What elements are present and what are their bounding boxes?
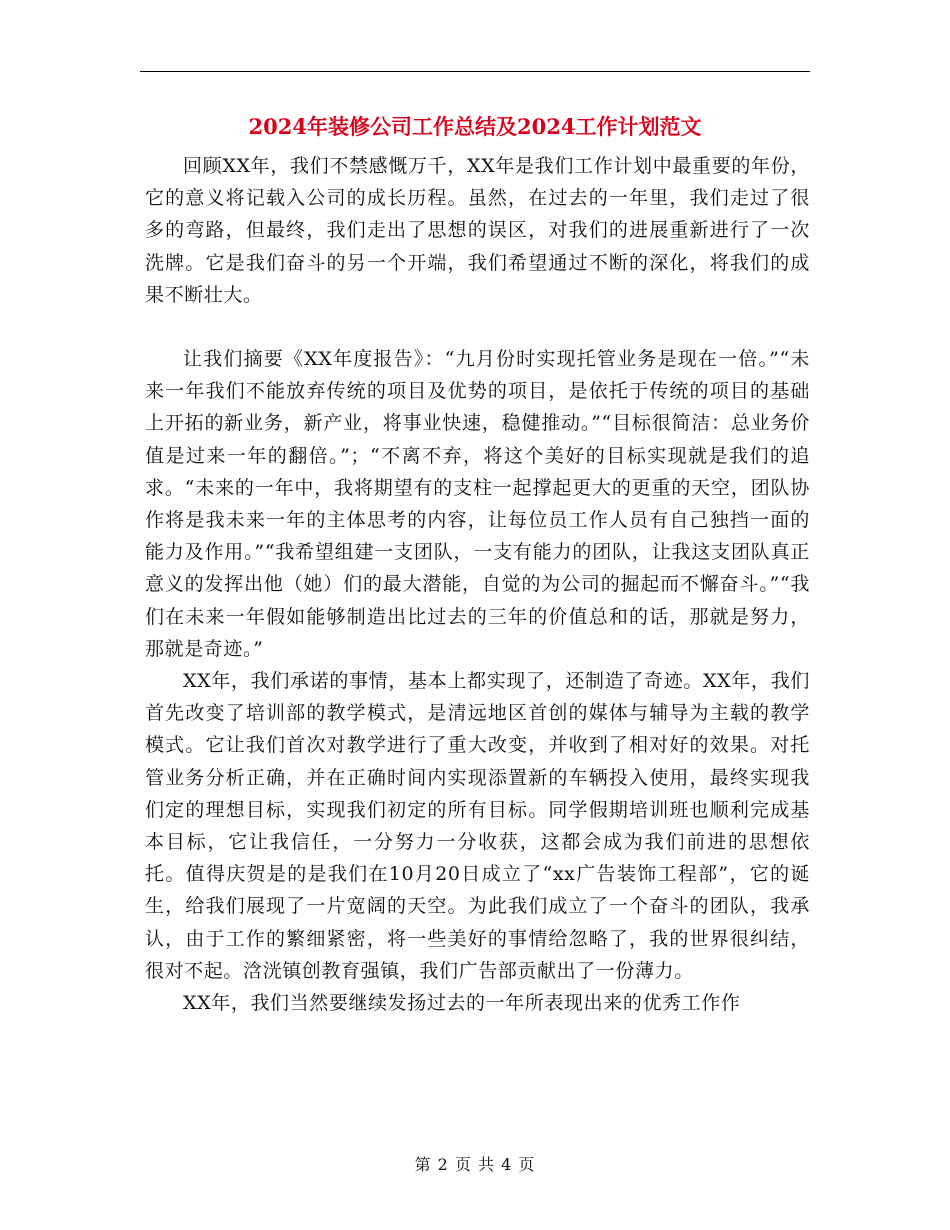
header-rule (140, 71, 810, 72)
paragraph-1: 回顾XX年，我们不禁感慨万千，XX年是我们工作计划中最重要的年份，它的意义将记载入公司的成长历程。虽然，在过去的一年里，我们走过了很多的弯路，但最终，我们走出了思想的误区，对我们的进展重新进行了一次洗牌。它是我们奋斗的另一个开端，我们希望通过不断的深化，将我们的成果不断壮大。 (145, 155, 810, 306)
paragraph-2: 让我们摘要《XX年度报告》：“九月份时实现托管业务是现在一倍。”“未来一年我们不能放弃传统的项目及优势的项目，是依托于传统的项目的基础上开拓的新业务，新产业，将事业快速，稳健推动。”“目标很简洁：总业务价值是过来一年的翻倍。”；“不离不弃，将这个美好的目标实现就是我们的追求。“未来的一年中，我将期望有的支柱一起撑起更大的更重的天空，团队协作将是我未来一年的主体思考的内容，让每位员工作人员有自己独挡一面的能力及作用。”“我希望组建一支团队，一支有能力的团队，让我这支团队真正意义的发挥出他（她）们的最大潜能，自觉的为公司的掘起而不懈奋斗。”“我们在未来一年假如能够制造出比过去的三年的价值总和的话，那就是努力，那就是奇迹。” (145, 348, 810, 660)
page-number-footer: 第 2 页 共 4 页 (414, 1155, 536, 1174)
document-title: 2024年装修公司工作总结及2024工作计划范文 (248, 114, 702, 139)
document-body (145, 150, 810, 1019)
paragraph-4: XX年，我们当然要继续发扬过去的一年所表现出来的优秀工作作 (183, 992, 741, 1015)
paragraph-3: XX年，我们承诺的事情，基本上都实现了，还制造了奇迹。XX年，我们首先改变了培训部的教学模式，是清远地区首创的媒体与辅导为主载的教学模式。它让我们首次对教学进行了重大改变，并收到了相对好的效果。对托管业务分析正确，并在正确时间内实现添置新的车辆投入使用，最终实现我们定的理想目标，实现我们初定的所有目标。同学假期培训班也顺利完成基本目标，它让我信任，一分努力一分收获，这都会成为我们前进的思想依托。值得庆贺是的是我们在10月20日成立了“xx广告装饰工程部”，它的诞生，给我们展现了一片宽阔的天空。为此我们成立了一个奋斗的团队，我承认，由于工作的繁细紧密，将一些美好的事情给忽略了，我的世界很纠结，很对不起。浛洸镇创教育强镇，我们广告部贡献出了一份薄力。 (145, 670, 810, 982)
